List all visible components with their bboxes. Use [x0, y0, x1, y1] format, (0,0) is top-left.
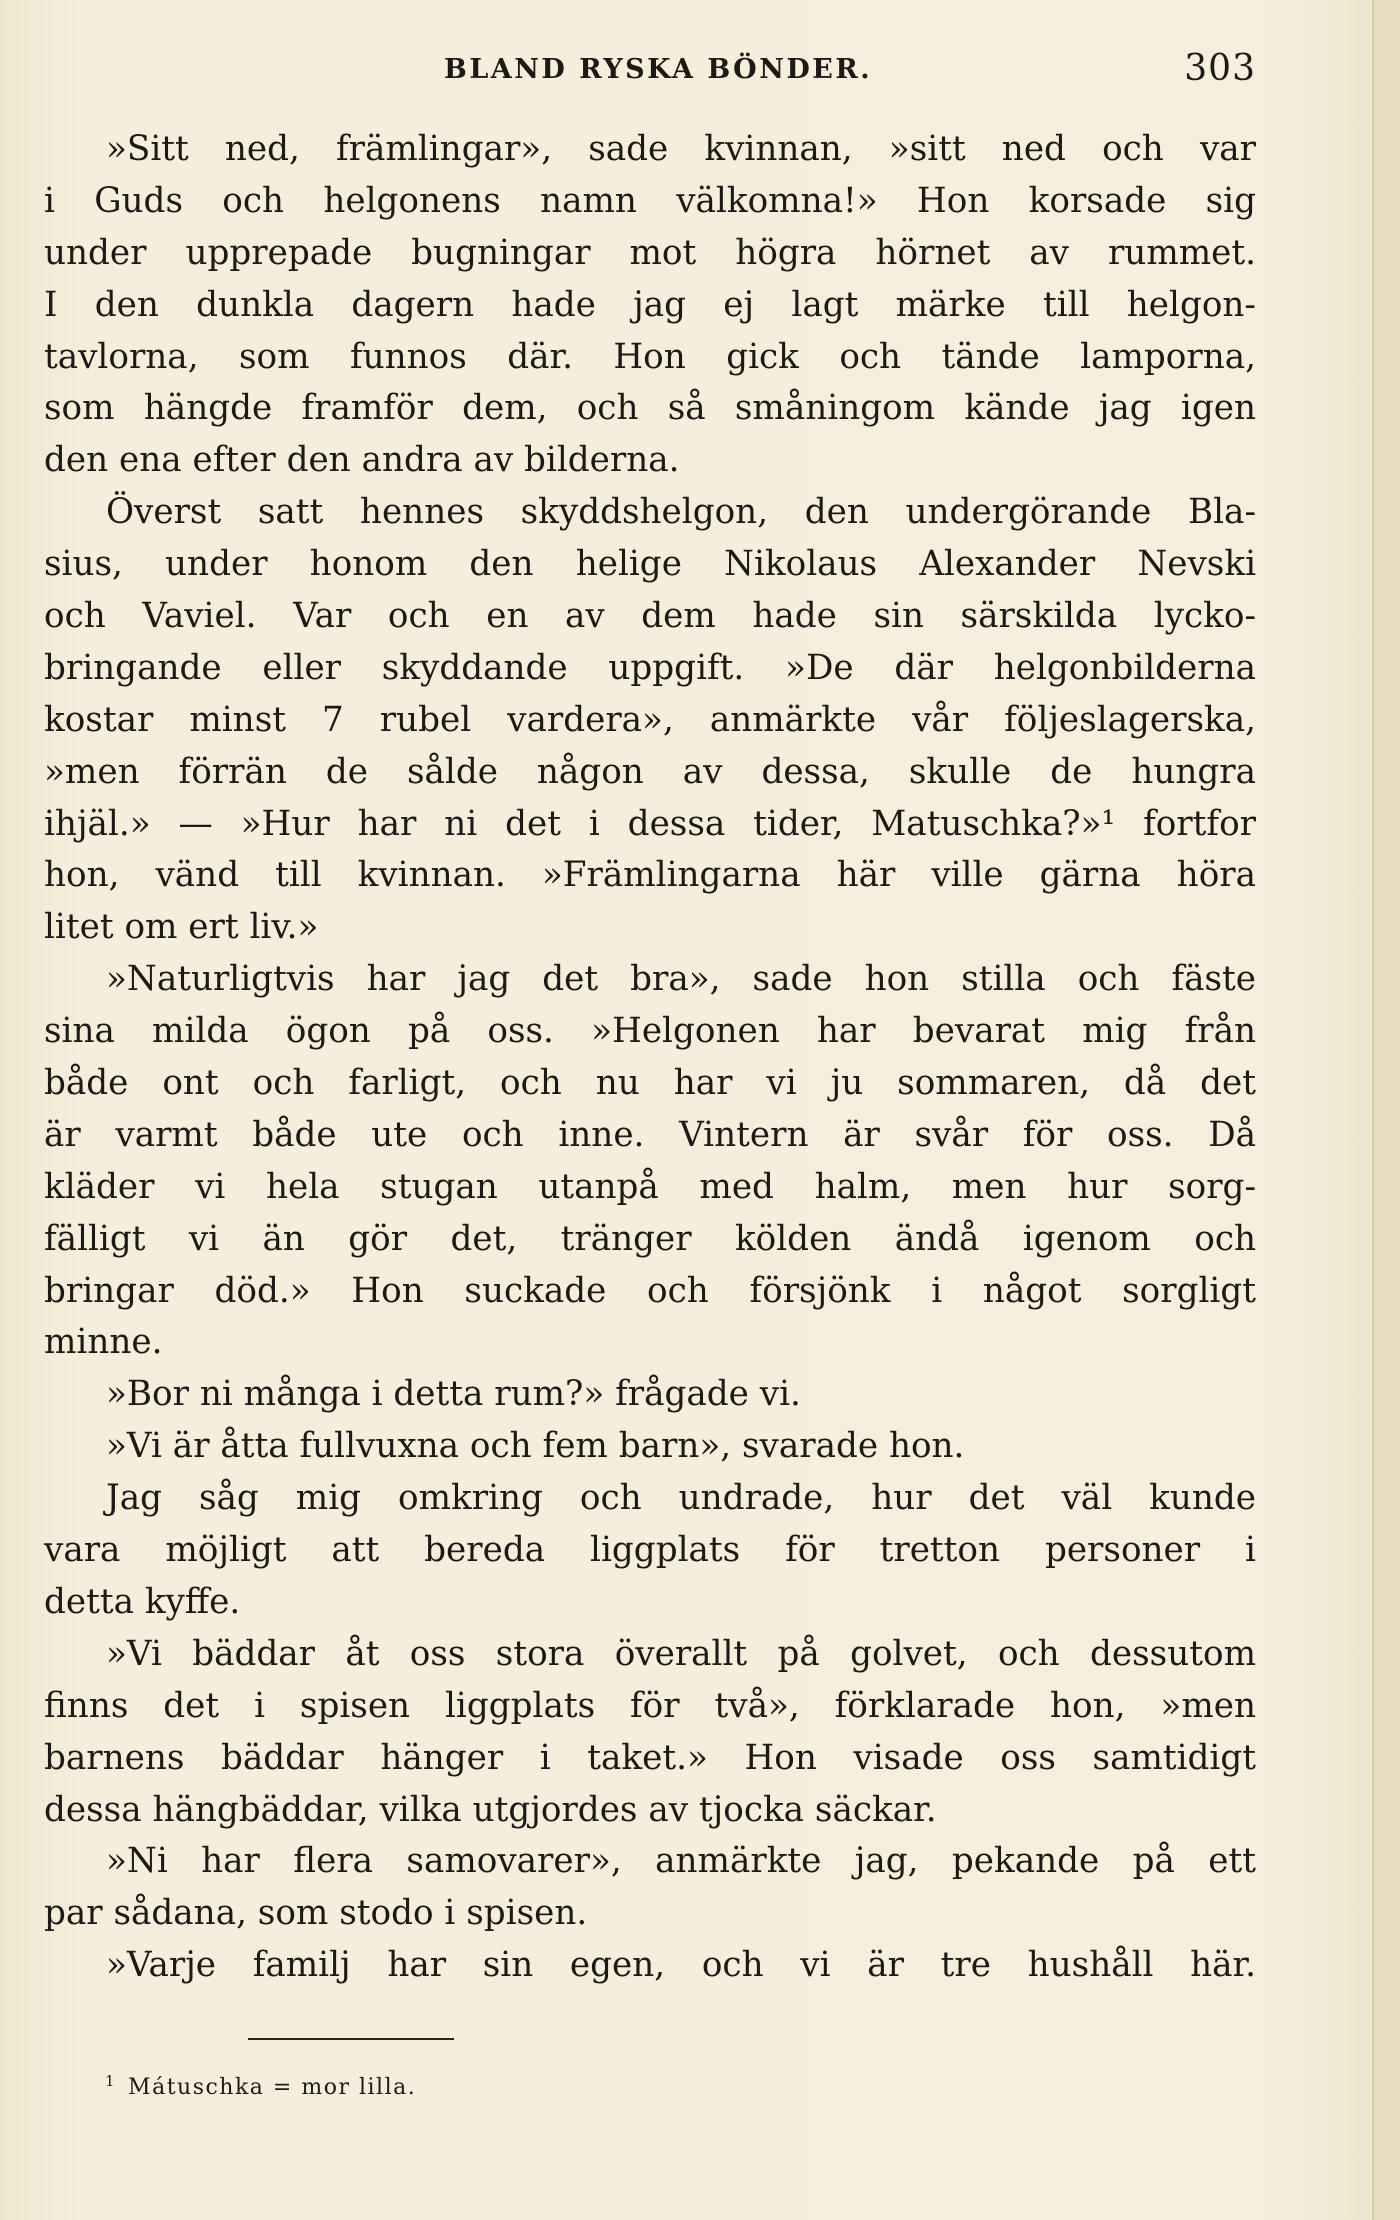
- text-line: som hängde framför dem, och så småningom kände jag igen: [44, 388, 1256, 429]
- footnote: [105, 2072, 416, 2100]
- text-line: under upprepade bugningar mot högra hörnet av rummet.: [44, 232, 1256, 273]
- text-line: finns det i spisen liggplats för två», förklarade hon, »men: [44, 1685, 1256, 1726]
- page-number: 303: [1184, 48, 1256, 89]
- text-line: barnens bäddar hänger i taket.» Hon visade oss samtidigt: [44, 1737, 1256, 1778]
- text-line: ihjäl.» — »Hur har ni det i dessa tider, Matuschka?»¹ fortfor: [44, 803, 1256, 844]
- text-line: dessa hängbäddar, vilka utgjordes av tjocka säckar.: [44, 1789, 937, 1830]
- text-line: och Vaviel. Var och en av dem hade sin särskilda lycko-: [44, 596, 1256, 637]
- text-line: minne.: [44, 1322, 163, 1363]
- running-head: BLAND RYSKA BÖNDER.: [444, 54, 873, 85]
- footnote-text: Mátuschka = mor lilla.: [128, 2075, 417, 2100]
- text-line: sina milda ögon på oss. »Helgonen har bevarat mig från: [44, 1011, 1256, 1052]
- text-line: »Vi bäddar åt oss stora överallt på golvet, och dessutom: [106, 1633, 1256, 1674]
- text-line: »Sitt ned, främlingar», sade kvinnan, »sitt ned och var: [106, 129, 1256, 169]
- text-line: »Vi är åtta fullvuxna och fem barn», svarade hon.: [106, 1426, 965, 1467]
- body-text: [44, 124, 1256, 1992]
- text-line: Överst satt hennes skyddshelgon, den undergörande Bla-: [106, 492, 1256, 533]
- text-line: bringar död.» Hon suckade och försjönk i något sorgligt: [44, 1270, 1256, 1311]
- text-line: par sådana, som stodo i spisen.: [44, 1893, 588, 1934]
- text-line: i Guds och helgonens namn välkomna!» Hon korsade sig: [44, 180, 1256, 221]
- text-line: »Bor ni många i detta rum?» frågade vi.: [106, 1374, 801, 1415]
- text-line: kostar minst 7 rubel vardera», anmärkte vår följeslagerska,: [44, 699, 1256, 740]
- text-line: vara möjligt att bereda liggplats för tretton personer i: [44, 1530, 1256, 1571]
- text-line: litet om ert liv.»: [44, 907, 319, 948]
- text-line: I den dunkla dagern hade jag ej lagt märke till helgon-: [44, 284, 1256, 325]
- text-line: är varmt både ute och inne. Vintern är svår för oss. Då: [44, 1114, 1256, 1155]
- text-line: »Naturligtvis har jag det bra», sade hon stilla och fäste: [106, 959, 1256, 1000]
- page-header: [44, 48, 1256, 98]
- text-line: den ena efter den andra av bilderna.: [44, 440, 680, 481]
- text-line: bringande eller skyddande uppgift. »De där helgonbilderna: [44, 647, 1256, 688]
- text-line: kläder vi hela stugan utanpå med halm, men hur sorg-: [44, 1166, 1256, 1207]
- text-line: »Varje familj har sin egen, och vi är tre hushåll här.: [106, 1945, 1256, 1986]
- page-edge: [1372, 0, 1400, 2220]
- text-line: »Ni har flera samovarer», anmärkte jag, pekande på ett: [106, 1841, 1256, 1882]
- text-line: Jag såg mig omkring och undrade, hur det väl kunde: [106, 1478, 1256, 1519]
- text-line: sius, under honom den helige Nikolaus Alexander Nevski: [44, 544, 1256, 585]
- text-line: både ont och farligt, och nu har vi ju sommaren, då det: [44, 1063, 1256, 1104]
- footnote-marker: 1: [105, 2072, 117, 2090]
- text-line: detta kyffe.: [44, 1581, 241, 1622]
- text-line: hon, vänd till kvinnan. »Främlingarna här ville gärna höra: [44, 855, 1256, 896]
- text-line: fälligt vi än gör det, tränger kölden ändå igenom och: [44, 1218, 1256, 1259]
- text-line: tavlorna, som funnos där. Hon gick och tände lamporna,: [44, 336, 1256, 377]
- text-line: »men förrän de sålde någon av dessa, skulle de hungra: [44, 751, 1256, 792]
- footnote-divider: [248, 2038, 454, 2040]
